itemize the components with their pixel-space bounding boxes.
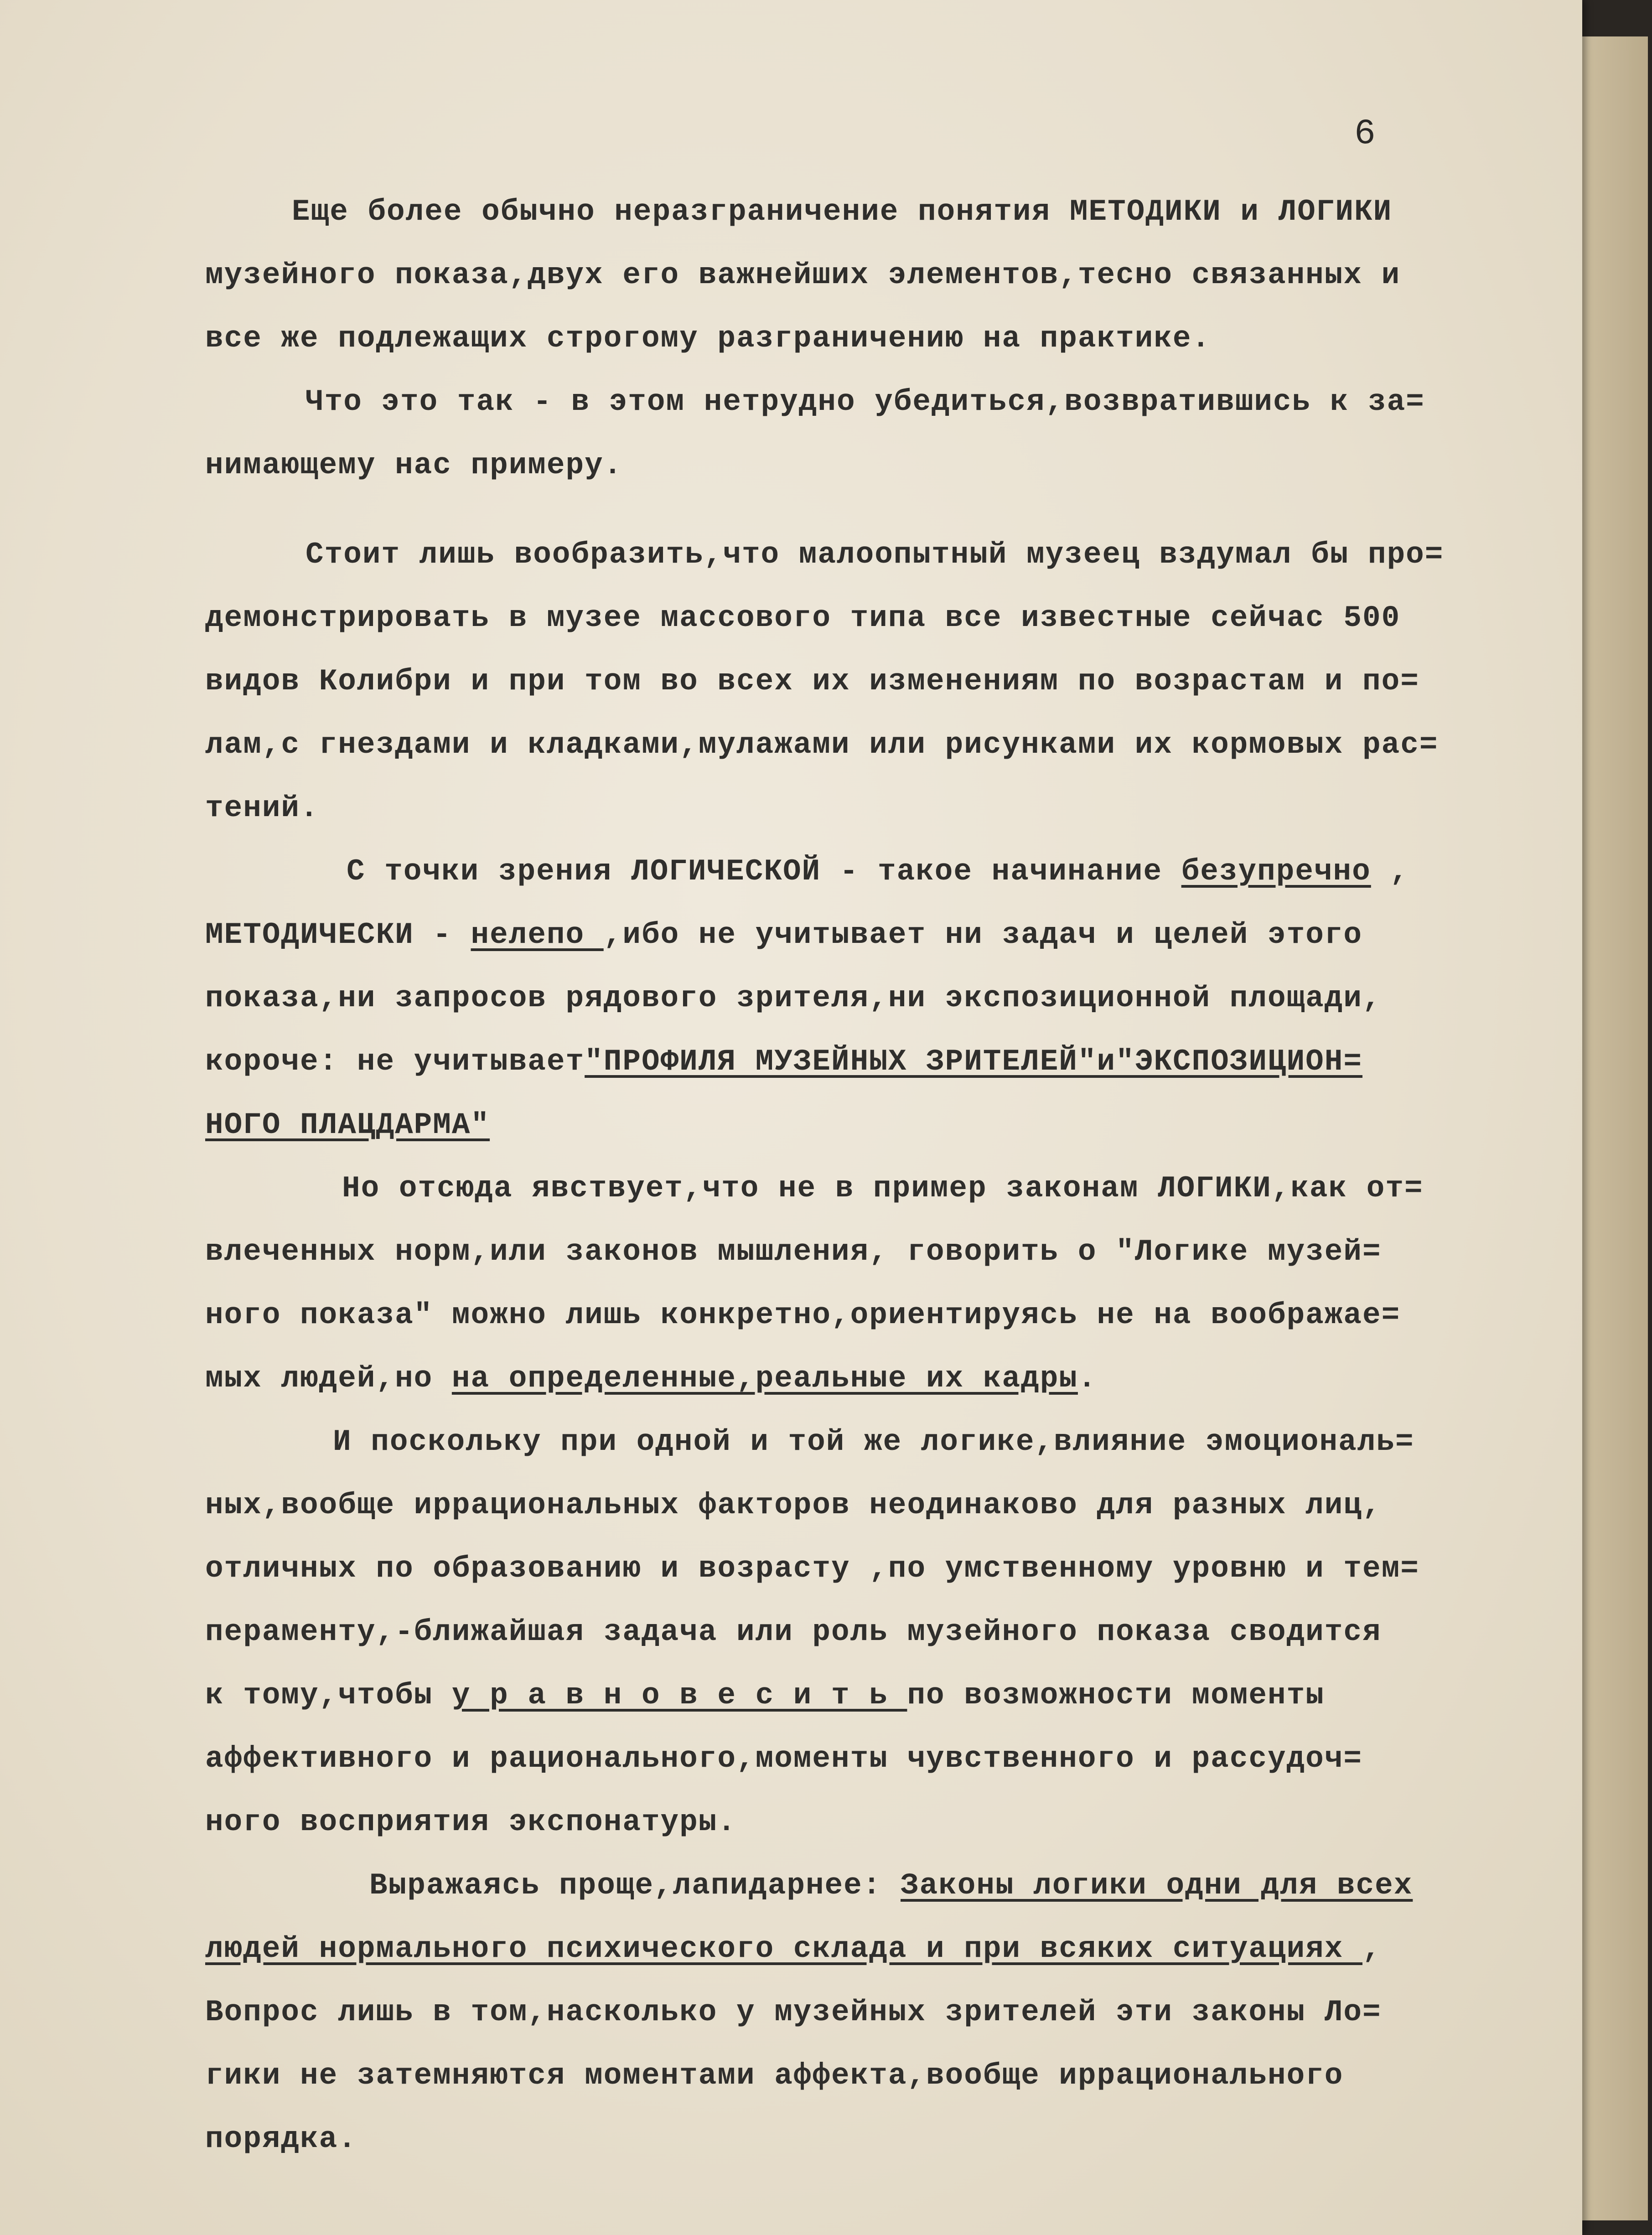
text-line [205,840,1509,903]
text-segment: , [1371,854,1409,889]
text-line: Что это так - в этом нетрудно убедиться,возвратившись к за= [306,385,1425,419]
text-segment: к тому,чтобы [205,1678,452,1712]
text-line: И поскольку при одной и той же логике,влияние эмоциональ= [333,1425,1414,1459]
underlined-text: "ПРОФИЛЯ МУЗЕЙНЫХ ЗРИТЕЛЕЙ"и"ЭКСПОЗИЦИОН= [585,1045,1363,1079]
text-line: видов Колибри и при том во всех их изменениям по возрастам и по= [205,664,1419,698]
text-line [205,1093,1509,1157]
text-segment: , [1362,1932,1382,1966]
text-line: Но отсюда явствует,что не в пример законам ЛОГИКИ,как от= [342,1171,1424,1205]
text-line: отличных по образованию и возрасту ,по умственному уровню и тем= [205,1552,1419,1586]
text-line: показа,ни запросов рядового зрителя,ни экспозиционной площади, [205,981,1382,1015]
text-segment: Выражаясь проще,лапидарнее: [369,1868,901,1903]
text-line: Стоит лишь вообразить,что малоопытный музеец вздумал бы про= [306,538,1444,572]
text-segment: МЕТОДИЧЕСКИ - [205,918,471,952]
text-line [205,1347,1509,1410]
text-line: нимающему нас примеру. [205,448,623,482]
text-line: влеченных норм,или законов мышления, говорить о "Логике музей= [205,1235,1382,1269]
underlined-text: НОГО ПЛАЦДАРМА" [205,1108,490,1142]
underlined-text: на определенные,реальные их кадры [451,1361,1078,1396]
text-line: ных,вообще иррациональных факторов неодинаково для разных лиц, [205,1488,1382,1522]
page-number: 6 [1354,114,1376,154]
text-line [205,1917,1509,1981]
text-line [205,903,1509,967]
text-segment: мых людей,но [205,1361,452,1396]
underlined-text: Законы логики одни для всех [900,1868,1413,1903]
text-line: Еще более обычно неразграничение понятия МЕТОДИКИ и ЛОГИКИ [292,195,1393,229]
text-line [205,1030,1509,1093]
text-line: гики не затемняются моментами аффекта,вообще иррационального [205,2059,1344,2093]
text-line: лам,с гнездами и кладками,мулажами или рисунками их кормовых рас= [205,728,1439,762]
text-segment: ,ибо не учитывает ни задач и целей этого [603,918,1363,952]
text-line: пераменту,-ближайшая задача или роль музейного показа сводится [205,1615,1382,1649]
text-line [205,1664,1509,1727]
text-segment: по возможности моменты [907,1678,1325,1712]
underlined-text: безупречно [1181,854,1371,889]
text-segment: короче: не учитывает [205,1045,585,1079]
paragraph-gap [205,497,1509,523]
text-line: Вопрос лишь в том,насколько у музейных зрителей эти законы Ло= [205,1995,1382,2029]
text-line: демонстрировать в музее массового типа все известные сейчас 500 [205,601,1401,635]
underlined-text: нелепо [471,918,604,952]
underlined-text: людей нормального психического склада и при всяких ситуациях [205,1932,1362,1966]
page-body [205,180,1509,2171]
spaced-underlined-text: у р а в н о в е с и т ь [451,1678,907,1712]
text-line: порядка. [205,2122,357,2156]
text-line [205,1854,1509,1917]
text-line: ного показа" можно лишь конкретно,ориентируясь не на воображае= [205,1298,1401,1332]
text-line: ного восприятия экспонатуры. [205,1805,736,1839]
text-line: все же подлежащих строгому разграничению на практике. [205,321,1211,356]
text-segment: . [1077,1361,1097,1396]
text-line: аффективного и рационального,моменты чувственного и рассудоч= [205,1742,1362,1776]
text-segment: С точки зрения ЛОГИЧЕСКОЙ - такое начинание [347,854,1181,889]
text-line: тений. [205,791,319,825]
text-line: музейного показа,двух его важнейших элементов,тесно связанных и [205,258,1401,292]
